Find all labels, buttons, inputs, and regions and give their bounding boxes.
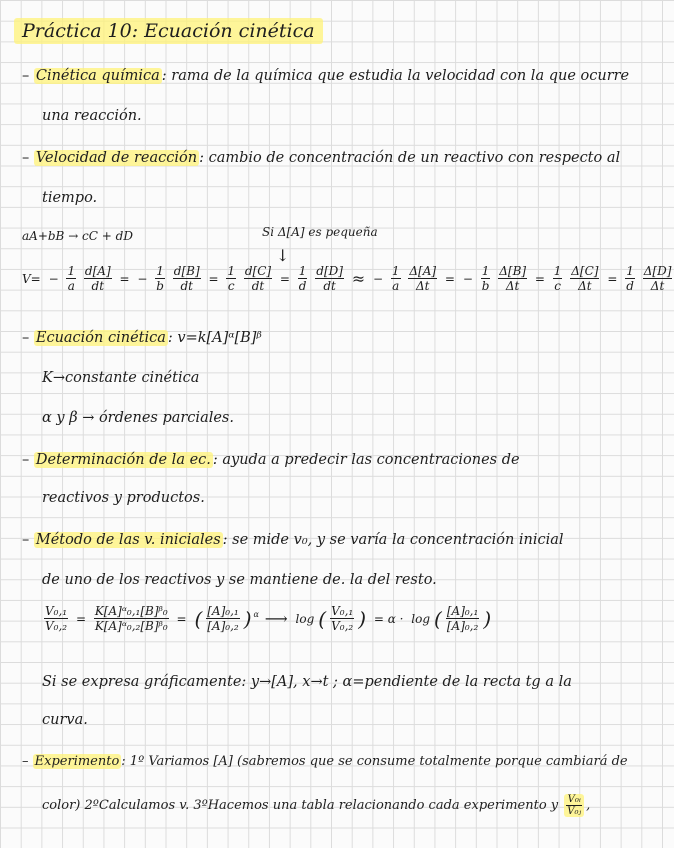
- bullet-experimento: [22, 754, 628, 769]
- bullet-dash: –: [22, 330, 34, 346]
- bullet-ecuacion: [22, 330, 262, 346]
- term-velocidad: Velocidad de reacción: [35, 150, 198, 166]
- bullet-velocidad: [22, 150, 620, 166]
- frac-dC-dt: $\frac{d[C]}{dt}$: [244, 264, 272, 293]
- rate-equation: V= − $\frac{1}{a}$ $\frac{d[A]}{dt}$ = − $\frac{1}{b}$ $\frac{d[B]}{dt}$ = $\frac{1}{c}$ $\frac{d[C]}{dt}$ = $\frac{1}{d}$ $\frac{d[D]}{dt}$ ≈ − $\frac{1}{a}$ $\frac{\Delta[A]}{\Delta t}$ = − $\frac{1}{b}$ $\frac{\Delta[B]}{\Delta t}$ = $\frac{1}{c}$ $\frac{\Delta[C]}{\Delta t}$ = $\frac{1}{d}$ $\frac{\Delta[D]}{\Delta t}$: [22, 264, 672, 293]
- experimento-text: color) 2ºCalculamos v. 3ºHacemos una tabla relacionando cada experimento y: [42, 798, 559, 813]
- def-velocidad: : cambio de concentración de un reactivo con respecto al: [199, 150, 621, 166]
- def-determinacion: : ayuda a predecir las concentraciones de: [212, 452, 520, 468]
- k-definition: K→constante cinética: [42, 370, 200, 386]
- approx-sign: ≈: [351, 269, 366, 288]
- small-note: Si Δ[A] es pequeña: [262, 225, 378, 239]
- def-determinacion-cont: reactivos y productos.: [42, 490, 205, 506]
- bullet-dash: –: [22, 68, 34, 84]
- bullet-metodo: [22, 532, 564, 548]
- frac-A1-A2: $\frac{\text{[A]₀,₁}}{\text{[A]₀,₂}}$: [207, 604, 239, 633]
- long-arrow-icon: ⟶: [264, 609, 288, 628]
- frac-1-b: $\frac{1}{b}$: [156, 264, 164, 293]
- term-metodo: Método de las v. iniciales: [35, 532, 221, 548]
- def-metodo: : se mide v₀, y se varía la concentración inicial: [222, 532, 564, 548]
- orders-definition: α y β → órdenes parciales.: [42, 410, 234, 426]
- term-determinacion: Determinación de la ec.: [35, 452, 211, 468]
- bullet-dash: –: [22, 754, 33, 769]
- graph-line-cont: curva.: [42, 712, 88, 728]
- frac-dB-dt: $\frac{d[B]}{dt}$: [173, 264, 200, 293]
- frac-1-a: $\frac{1}{a}$: [67, 264, 76, 293]
- down-arrow-icon: ↓: [276, 246, 290, 265]
- def-experimento-cont: color) 2ºCalculamos v. 3ºHacemos una tabla relacionando cada experimento y $\frac{\text{V₀ᵢ}}{\text{V₀ⱼ}}$ ,: [42, 794, 591, 817]
- frac-voi-voj: $\frac{\text{V₀ᵢ}}{\text{V₀ⱼ}}$: [564, 794, 584, 817]
- frac-DC-Dt: $\frac{\Delta[C]}{\Delta t}$: [571, 264, 599, 293]
- bullet-dash: –: [22, 452, 34, 468]
- bullet-dash: –: [22, 150, 34, 166]
- def-metodo-cont: de uno de los reactivos y se mantiene de. la del resto.: [42, 572, 437, 588]
- bullet-determinacion: [22, 452, 520, 468]
- def-cinetica: : rama de la química que estudia la velocidad con la que ocurre: [161, 68, 630, 84]
- def-ecuacion: : v=k[A]ᵅ[B]ᵝ: [167, 330, 262, 346]
- reaction-equation: aA+bB → cC + dD: [22, 229, 133, 243]
- page-title: Práctica 10: Ecuación cinética: [14, 18, 323, 44]
- bullet-dash: –: [22, 532, 34, 548]
- term-cinetica: Cinética química: [35, 68, 160, 84]
- minus-sign: −: [48, 271, 59, 286]
- frac-k-ratio: $\frac{\text{K[A]ᵅ₀,₁[B]ᵝ₀}}{\text{K[A]ᵅ₀,₂[B]ᵝ₀}}$: [94, 604, 168, 633]
- frac-1-d: $\frac{1}{d}$: [298, 264, 307, 293]
- v-label: V=: [22, 271, 41, 286]
- term-experimento: Experimento: [34, 754, 120, 769]
- frac-DA-Dt: $\frac{\Delta[A]}{\Delta t}$: [409, 264, 437, 293]
- bullet-cinetica: [22, 68, 629, 84]
- frac-dA-dt: $\frac{d[A]}{dt}$: [84, 264, 111, 293]
- frac-1-c: $\frac{1}{c}$: [227, 264, 235, 293]
- frac-DB-Dt: $\frac{\Delta[B]}{\Delta t}$: [499, 264, 527, 293]
- ratio-equation: $\frac{\text{V₀,₁}}{\text{V₀,₂}}$ = $\frac{\text{K[A]ᵅ₀,₁[B]ᵝ₀}}{\text{K[A]ᵅ₀,₂[B]ᵝ₀}}$ = ( $\frac{\text{[A]₀,₁}}{\text{[A]₀,₂}}$ ) $^\alpha$ ⟶ log ( $\frac{\text{V₀,₁}}{\text{V₀,₂}}$ ) = α · log ( $\frac{\text{[A]₀,₁}}{\text{[A]₀,₂}}$ ): [45, 604, 492, 633]
- def-experimento: : 1º Variamos [A] (sabremos que se consume totalmente porque cambiará de: [121, 754, 628, 769]
- graph-line: Si se expresa gráficamente: y→[A], x→t ; α=pendiente de la recta tg a la: [42, 674, 572, 690]
- term-ecuacion: Ecuación cinética: [35, 330, 166, 346]
- def-velocidad-cont: tiempo.: [42, 190, 98, 206]
- frac-dD-dt: $\frac{d[D]}{dt}$: [316, 264, 343, 293]
- frac-v1-v2: $\frac{\text{V₀,₁}}{\text{V₀,₂}}$: [45, 604, 68, 633]
- frac-DD-Dt: $\frac{\Delta[D]}{\Delta t}$: [643, 264, 672, 293]
- def-cinetica-cont: una reacción.: [42, 108, 142, 124]
